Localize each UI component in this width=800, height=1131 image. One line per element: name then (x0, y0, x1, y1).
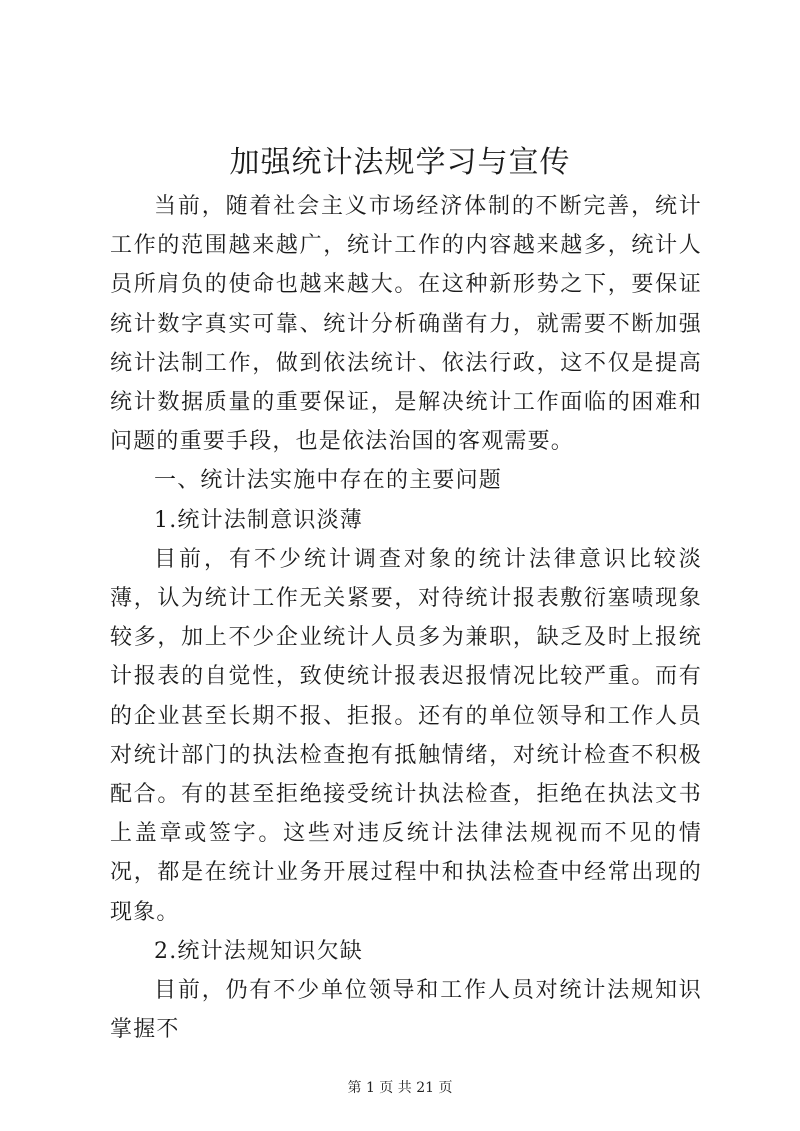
section-heading: 一、统计法实施中存在的主要问题 (154, 468, 503, 494)
subheading-1: 1.统计法制意识淡薄 (154, 507, 363, 533)
paragraph-problem-1: 目前，有不少统计调查对象的统计法律意识比较淡薄，认为统计工作无关紧要，对待统计报表敷衍塞啧现象较多，加上不少企业统计人员多为兼职，缺乏及时上报统计报表的自觉性，致使统计报表迟报情况比较严重。而有的企业甚至长期不报、拒报。还有的单位领导和工作人员对统计部门的执法检查抱有抵触情绪，对统计检查不积极配合。有的甚至拒绝接受统计执法检查，拒绝在执法文书上盖章或签字。这些对违反统计法律法规视而不见的情况，都是在统计业务开展过程中和执法检查中经常出现的现象。 (110, 546, 702, 925)
subheading-2: 2.统计法规知识欠缺 (154, 938, 363, 964)
paragraph-intro: 当前，随着社会主义市场经济体制的不断完善，统计工作的范围越来越广，统计工作的内容越来越多，统计人员所肩负的使命也越来越大。在这种新形势之下，要保证统计数字真实可靠、统计分析确凿有力，就需要不断加强统计法制工作，做到依法统计、依法行政，这不仅是提高统计数据质量的重要保证，是解决统计工作面临的困难和问题的重要手段，也是依法治国的客观需要。 (110, 194, 702, 455)
page-footer: 第 1 页 共 21 页 (347, 1080, 453, 1096)
document-title: 加强统计法规学习与宣传 (229, 145, 571, 180)
paragraph-problem-2: 目前，仍有不少单位领导和工作人员对统计法规知识掌握不 (110, 978, 702, 1043)
document-body (110, 187, 702, 1049)
